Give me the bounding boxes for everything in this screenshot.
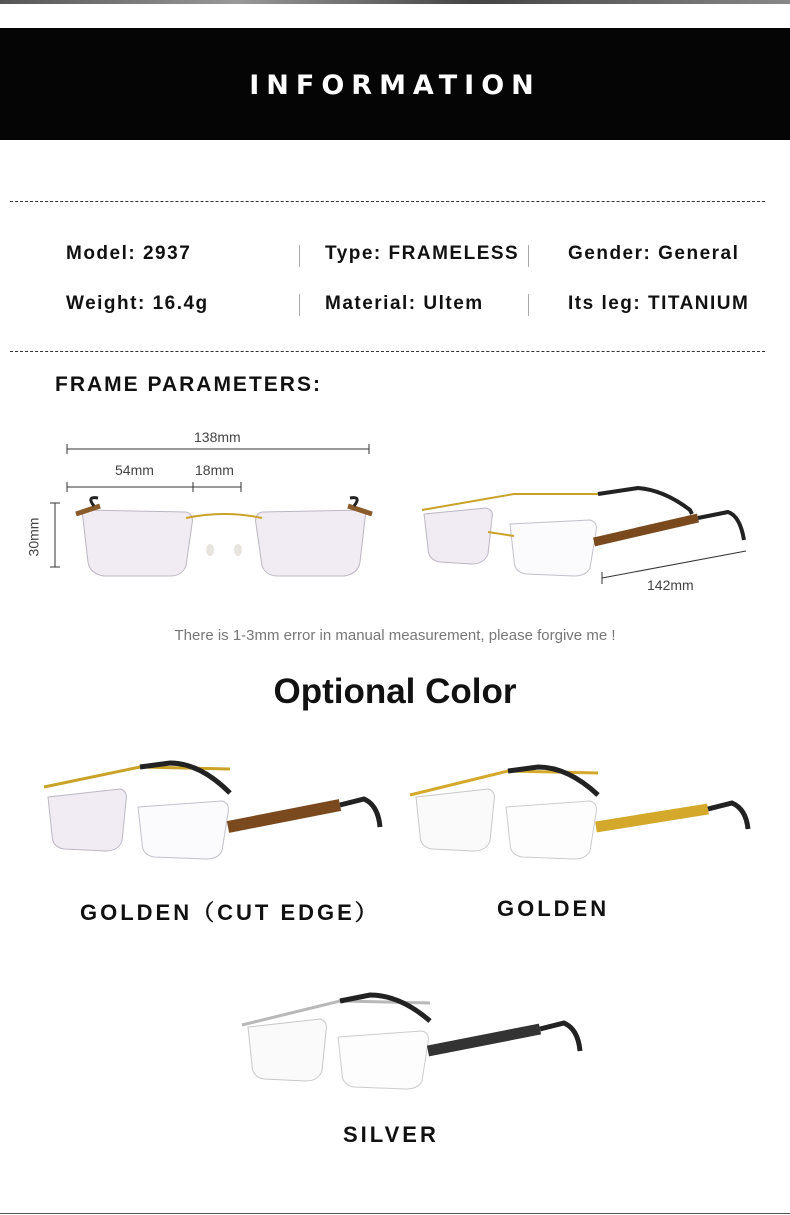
spec-weight: Weight: 16.4g: [66, 293, 209, 314]
lens-height-label: 30mm: [25, 517, 42, 557]
glasses-golden-cut-edge-image: [40, 755, 390, 875]
spec-model: Model: 2937: [66, 243, 192, 264]
measurement-note: There is 1-3mm error in manual measurement, please forgive me !: [174, 627, 616, 644]
spec-leg: Its leg: TITANIUM: [568, 293, 750, 314]
glasses-front-view: [74, 496, 374, 586]
temple-length-label: 142mm: [647, 577, 694, 593]
total-width-label: 138mm: [194, 429, 241, 445]
glasses-golden-image: [408, 755, 758, 875]
optional-color-title: Optional Color: [273, 672, 517, 711]
glasses-silver-image: [240, 985, 590, 1105]
color-label-golden-cut-edge: GOLDEN（CUT EDGE）: [80, 900, 380, 925]
bottom-line: [0, 1213, 790, 1214]
spec-type: Type: FRAMELESS: [325, 243, 520, 264]
color-label-golden: GOLDEN: [497, 896, 610, 921]
banner-title: INFORMATION: [249, 70, 541, 101]
spec-material: Material: Ultem: [325, 293, 484, 314]
spec-gender: Gender: General: [568, 243, 740, 264]
lens-width-label: 54mm: [115, 462, 154, 478]
bridge-width-label: 18mm: [195, 462, 234, 478]
glasses-side-view: [418, 484, 758, 574]
color-label-silver: SILVER: [343, 1122, 439, 1147]
frame-parameters-title: FRAME PARAMETERS:: [55, 373, 322, 396]
